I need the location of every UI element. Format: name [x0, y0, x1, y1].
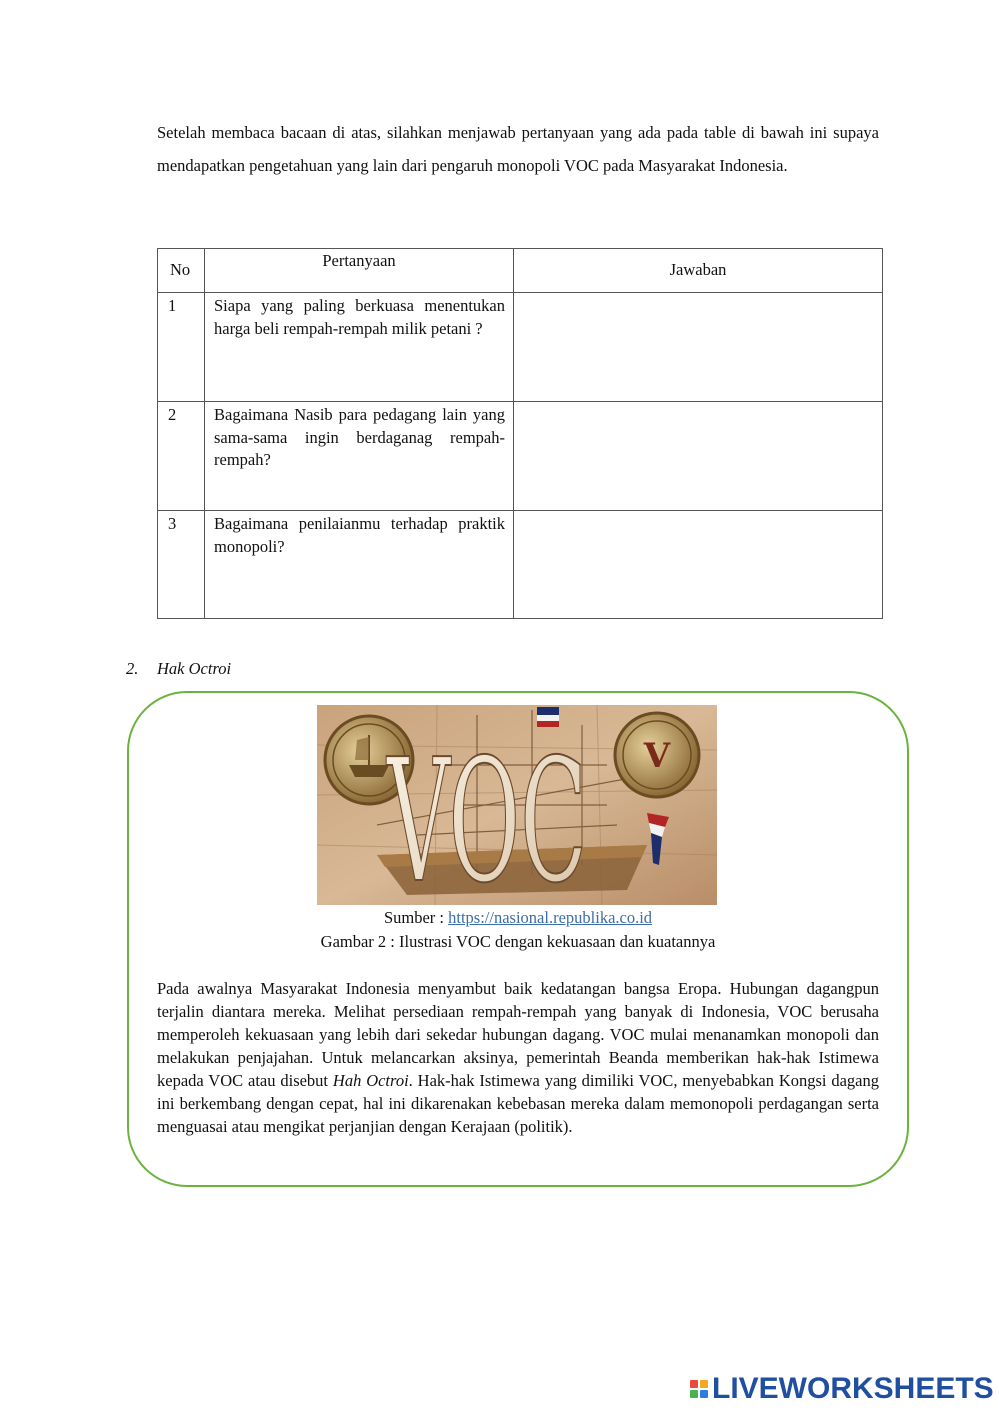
- table-row: [158, 511, 883, 619]
- body-paragraph: [157, 977, 879, 1138]
- logo-mark-icon: [690, 1380, 708, 1398]
- header-answer: Jawaban: [514, 249, 883, 293]
- row-question: Bagaimana penilaianmu terhadap praktik monopoli?: [205, 511, 514, 619]
- source-label: Sumber :: [383, 908, 449, 927]
- header-question: Pertanyaan: [205, 249, 514, 293]
- row-question: Bagaimana Nasib para pedagang lain yang sama-sama ingin berdaganag rempah-rempah?: [205, 402, 514, 511]
- intro-paragraph: Setelah membaca bacaan di atas, silahkan menjawab pertanyaan yang ada pada table di bawah ini supaya mendapatkan pengetahuan yang lain dari pengaruh monopoli VOC pada Masyarakat Indonesia.: [157, 123, 879, 175]
- body-text-part2: . Hak-hak Istimewa yang dimiliki VOC, menyebabkan Kongsi dagang ini berkembang dengan cepat, hal ini dikarenakan kebebasan mereka dalam memonopoli perdagangan serta menguasai atau mengikat perjanjian dengan Kerajaan (politik).: [157, 1071, 880, 1136]
- row-question: Siapa yang paling berkuasa menentukan harga beli rempah-rempah milik petani ?: [205, 293, 514, 402]
- table-row: [158, 293, 883, 402]
- table-header-row: [158, 249, 883, 293]
- answer-cell[interactable]: [514, 402, 883, 511]
- voc-illustration: [317, 705, 717, 905]
- svg-text:V: V: [643, 736, 671, 776]
- brand-name: LIVEWORKSHEETS: [712, 1372, 994, 1405]
- header-no: No: [158, 249, 205, 293]
- section-heading: [126, 659, 231, 679]
- figure-caption: Gambar 2 : Ilustrasi VOC dengan kekuasaan dan kuatannya: [320, 932, 716, 951]
- answer-cell[interactable]: [514, 511, 883, 619]
- row-number: 2: [158, 402, 205, 511]
- section-title: Hak Octroi: [157, 659, 232, 678]
- voc-logo-letters: VOC: [385, 723, 587, 905]
- liveworksheets-logo: [690, 1373, 994, 1405]
- answer-cell[interactable]: [514, 293, 883, 402]
- section-number: 2.: [126, 659, 139, 678]
- body-text-part1: Pada awalnya Masyarakat Indonesia menyambut baik kedatangan bangsa Eropa. Hubungan dagangpun terjalin diantara mereka. Melihat persediaan rempah-rempah yang banyak di Indonesia, VOC berusaha memperoleh kekuasaan yang lebih dari sekedar hubungan dagang. VOC mulai menanamkan monopoli dan melakukan penjajahan. Untuk melancarkan aksinya, pemerintah Beanda memberikan hak-hak Istimewa kepada VOC atau disebut: [157, 979, 879, 1090]
- row-number: 1: [158, 293, 205, 402]
- source-link[interactable]: https://nasional.republika.co.id: [448, 908, 653, 927]
- body-text-italic: Hah Octroi: [332, 1071, 409, 1090]
- figure-source: [157, 908, 879, 928]
- question-table: [157, 248, 883, 619]
- table-row: [158, 402, 883, 511]
- row-number: 3: [158, 511, 205, 619]
